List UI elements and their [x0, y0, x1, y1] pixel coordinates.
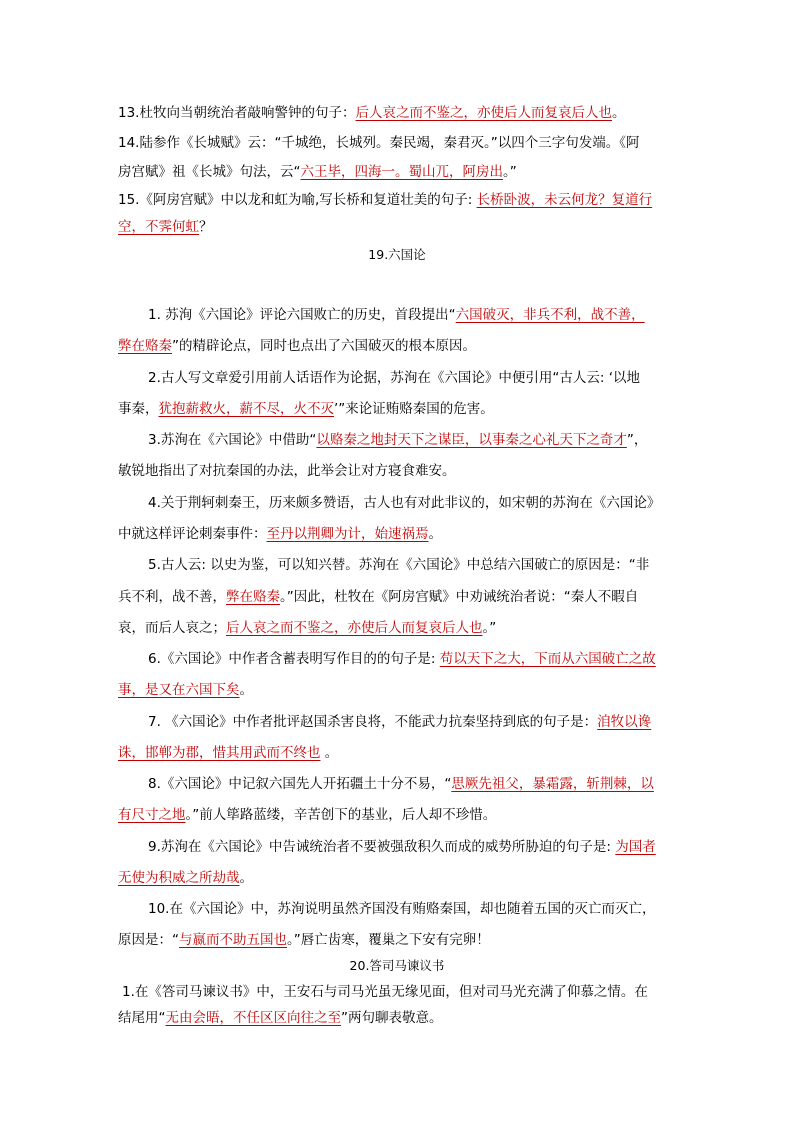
text-line: [118, 493, 708, 513]
question-text: ”的精辟论点，同时也点出了六国破灭的根本原因。: [172, 338, 476, 354]
text-line: [118, 649, 708, 669]
text-line: [118, 837, 708, 857]
section-heading: [0, 956, 794, 976]
text-line: [118, 190, 678, 210]
question-text: 2.古人写文章爱引用前人话语作为论据，苏洵在《六国论》中便引用“古人云: ‘以地: [148, 370, 641, 386]
question-text: 19.六国论: [368, 247, 426, 262]
text-line: [118, 133, 678, 153]
answer-text: 弊在赂秦: [226, 589, 280, 605]
text-line: [118, 399, 678, 419]
text-line: [118, 712, 708, 732]
text-line: [118, 982, 682, 1002]
text-line: [118, 899, 708, 919]
answer-text: 以赂秦之地封天下之谋臣，以事秦之心礼天下之奇才: [316, 432, 627, 448]
question-text: ’”来论证贿赂秦国的危害。: [334, 401, 494, 417]
text-line: [118, 430, 708, 450]
question-text: 15.《阿房宫赋》中以龙和虹为喻,写长桥和复道壮美的句子:: [118, 192, 477, 208]
question-text: ”两句聊表敬意。: [341, 1010, 443, 1026]
question-text: 。: [239, 682, 253, 698]
question-text: 1.在《答司马谏议书》中，王安石与司马光虽无缘见面，但对司马光充满了仰慕之情。在: [122, 984, 648, 1000]
answer-text: 弊在赂秦: [118, 338, 172, 354]
text-line: [118, 774, 708, 794]
question-text: 。: [611, 105, 626, 121]
question-text: 3.苏洵在《六国论》中借助“: [148, 432, 317, 448]
text-line: [118, 524, 678, 544]
question-text: 14.陆参作《长城赋》云：“千城绝，长城列。秦民竭，秦君灭。”以四个三字句发端。《阿: [118, 135, 640, 151]
answer-text: 有尺寸之地: [118, 807, 186, 823]
question-text: 1. 苏洵《六国论》评论六国败亡的历史，首段提出“: [148, 307, 456, 323]
question-text: 13.杜牧向当朝统治者敲响警钟的句子：: [118, 105, 356, 121]
answer-text: 诛，邯郸为郡，惜其用武而不终也: [118, 745, 321, 761]
question-text: 20.答司马谏议书: [349, 958, 445, 973]
answer-text: 无使为积威之所劫哉: [118, 870, 240, 886]
question-text: 。”唇亡齿寒，覆巢之下安有完卵！: [287, 932, 490, 948]
section-heading: [0, 245, 794, 265]
question-text: 哀，而后人哀之；: [118, 620, 226, 636]
question-text: 。: [320, 745, 339, 761]
text-line: [118, 868, 678, 888]
text-line: [118, 1008, 678, 1028]
text-line: [118, 336, 678, 356]
answer-text: 与嬴而不助五国也: [179, 932, 287, 948]
answer-text: 至丹以荆卿为计，始速祸焉: [266, 526, 429, 542]
question-text: 5.古人云: 以史为鉴，可以知兴替。苏洵在《六国论》中总结六国破亡的原因是：“非: [148, 557, 650, 573]
question-text: 。”前人筚路蓝缕，辛苦创下的基业，后人却不珍惜。: [185, 807, 497, 823]
text-line: [118, 368, 708, 388]
question-text: 敏锐地指出了对抗秦国的办法，此举会让对方寝食难安。: [118, 463, 456, 479]
question-text: 6.《六国论》中作者含蓄表明写作目的的句子是:: [148, 651, 440, 667]
question-text: 。”: [482, 620, 497, 636]
question-text: 4.关于荆轲刺秦王，历来颇多赞语，古人也有对此非议的，如宋朝的苏洵在《六国论》: [148, 495, 661, 511]
question-text: 7. 《六国论》中作者批评赵国杀害良将，不能武力抗秦坚持到底的句子是：: [148, 714, 598, 730]
answer-text: 无由会晤，不任区区向往之至: [165, 1010, 341, 1026]
text-line: [118, 930, 678, 950]
answer-text: 六国破灭，非兵不利，战不善，: [455, 307, 645, 323]
question-text: 8.《六国论》中记叙六国先人开拓疆土十分不易，“: [148, 776, 452, 792]
question-text: 中就这样评论刺秦事件：: [118, 526, 267, 542]
question-text: ”，: [626, 432, 648, 448]
text-line: [118, 305, 708, 325]
answer-text: 犹抱薪救火，薪不尽，火不灭: [158, 401, 334, 417]
question-text: 。: [428, 526, 442, 542]
text-line: [118, 587, 678, 607]
answer-text: 苟以天下之大，下而从六国破亡之故: [439, 651, 656, 667]
answer-text: 为国者: [615, 839, 656, 855]
question-text: 原因是：“: [118, 932, 179, 948]
answer-text: 后人哀之而不鉴之，亦使后人而复哀后人也: [355, 105, 612, 121]
text-line: [118, 805, 678, 825]
question-text: ？: [199, 219, 213, 235]
question-text: 。”: [503, 164, 517, 180]
text-line: [118, 162, 678, 182]
text-line: [118, 680, 678, 700]
answer-text: 六王毕，四海一。蜀山兀，阿房出: [300, 164, 503, 180]
answer-text: 事，是又在六国下矣: [118, 682, 240, 698]
question-text: 结尾用“: [118, 1010, 166, 1026]
question-text: 9.苏洵在《六国论》中告诫统治者不要被强敌积久而成的威势所胁迫的句子是:: [148, 839, 616, 855]
answer-text: 后人哀之而不鉴之，亦使后人而复哀后人也: [226, 620, 483, 636]
question-text: 。”因此，杜牧在《阿房宫赋》中劝诫统治者说：“秦人不暇自: [280, 589, 639, 605]
question-text: 10.在《六国论》中，苏洵说明虽然齐国没有贿赂秦国，却也随着五国的灭亡而灭亡，: [148, 901, 656, 917]
text-line: [118, 743, 678, 763]
question-text: 事秦，: [118, 401, 159, 417]
text-line: [118, 461, 678, 481]
text-line: [118, 217, 678, 237]
answer-text: 思厥先祖父，暴霜露，斩荆棘，以: [451, 776, 654, 792]
text-line: [118, 618, 678, 638]
question-text: 房宫赋》祖《长城》句法，云“: [118, 164, 301, 180]
answer-text: 长桥卧波，未云何龙？复道行: [476, 192, 653, 208]
question-text: 。: [239, 870, 253, 886]
text-line: [118, 103, 678, 123]
answer-text: 洎牧以谗: [597, 714, 652, 730]
text-line: [118, 555, 708, 575]
answer-text: 空，不霁何虹: [118, 219, 199, 235]
question-text: 兵不利，战不善，: [118, 589, 226, 605]
